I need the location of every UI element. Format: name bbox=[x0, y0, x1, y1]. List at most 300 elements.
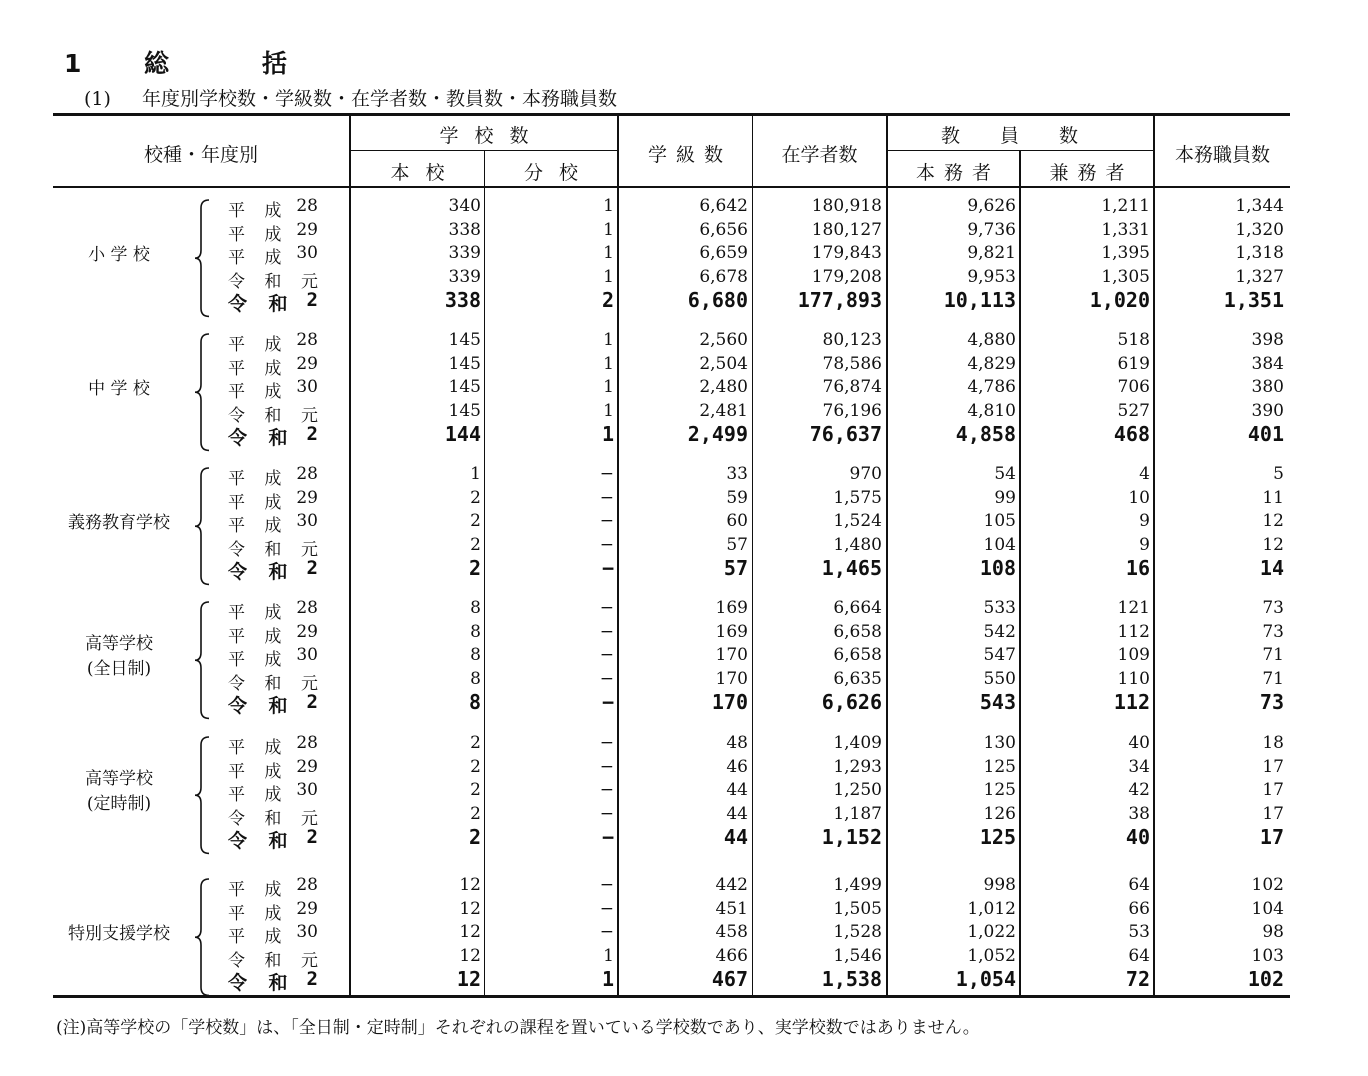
cell-part-time: 1,211 bbox=[1101, 196, 1150, 216]
cell-part-time: 34 bbox=[1128, 756, 1150, 777]
cell-main-school: 145 bbox=[448, 400, 481, 421]
cell-main-school: 12 bbox=[459, 922, 481, 943]
cell-branch-school: − bbox=[601, 556, 614, 581]
cell-classes: 60 bbox=[726, 511, 748, 532]
cell-classes: 44 bbox=[726, 780, 748, 801]
cell-students: 6,626 bbox=[821, 690, 882, 715]
cell-full-time: 125 bbox=[983, 756, 1016, 777]
header-staff: 本務職員数 bbox=[1174, 144, 1270, 166]
era-year: 30 bbox=[296, 645, 318, 666]
cell-staff: 17 bbox=[1262, 803, 1284, 824]
cell-students: 1,480 bbox=[833, 534, 882, 555]
cell-classes: 2,499 bbox=[687, 422, 748, 447]
cell-full-time: 130 bbox=[983, 733, 1016, 753]
subsection-text: 年度別学校数・学級数・在学者数・教員数・本務職員数 bbox=[142, 88, 618, 110]
cell-full-time: 542 bbox=[983, 621, 1016, 642]
brace-icon bbox=[193, 735, 215, 855]
cell-full-time: 1,054 bbox=[955, 967, 1016, 992]
cell-branch-school: − bbox=[599, 487, 614, 508]
col-divider-parttime bbox=[1019, 150, 1021, 996]
era-year: 30 bbox=[296, 922, 318, 943]
brace-icon bbox=[193, 877, 215, 997]
era-name: 平 成 bbox=[228, 903, 289, 924]
cell-students: 76,196 bbox=[822, 400, 882, 421]
col-divider-branch bbox=[484, 150, 485, 996]
cell-branch-school: 1 bbox=[603, 330, 614, 350]
cell-classes: 458 bbox=[715, 922, 748, 943]
cell-students: 76,874 bbox=[822, 377, 882, 398]
cell-classes: 57 bbox=[723, 556, 748, 581]
cell-branch-school: − bbox=[599, 875, 614, 895]
cell-classes: 170 bbox=[711, 690, 748, 715]
era-name: 令 和 bbox=[228, 539, 289, 560]
header-category: 校種・年度別 bbox=[143, 144, 258, 166]
cell-staff: 1,344 bbox=[1235, 196, 1284, 216]
cell-classes: 46 bbox=[726, 756, 748, 777]
era-name: 平 成 bbox=[228, 603, 289, 623]
era-year: 29 bbox=[296, 219, 318, 240]
cell-full-time: 4,829 bbox=[967, 353, 1016, 374]
cell-classes: 44 bbox=[723, 825, 748, 850]
era-year: 30 bbox=[296, 780, 318, 801]
era-name: 平 成 bbox=[228, 927, 289, 948]
cell-students: 970 bbox=[849, 464, 882, 484]
cell-branch-school: − bbox=[599, 898, 614, 919]
cell-branch-school: 2 bbox=[601, 288, 614, 313]
cell-part-time: 38 bbox=[1128, 803, 1150, 824]
table-bottom-rule bbox=[53, 995, 1290, 998]
group-label-line: 義務教育学校 bbox=[68, 512, 170, 533]
cell-main-school: 340 bbox=[448, 196, 481, 216]
cell-full-time: 547 bbox=[983, 645, 1016, 666]
cell-full-time: 126 bbox=[983, 803, 1016, 824]
era-year: 28 bbox=[296, 598, 318, 618]
cell-part-time: 468 bbox=[1113, 422, 1150, 447]
era-name: 令 和 bbox=[228, 427, 293, 450]
cell-main-school: 8 bbox=[470, 645, 481, 666]
section-number: 1 bbox=[64, 49, 82, 78]
cell-full-time: 1,022 bbox=[967, 922, 1016, 943]
cell-part-time: 64 bbox=[1128, 945, 1150, 966]
col-divider-staff bbox=[1153, 115, 1155, 996]
table-top-rule bbox=[53, 113, 1290, 116]
cell-part-time: 112 bbox=[1117, 621, 1150, 642]
subsection-title bbox=[84, 84, 617, 111]
era-name: 令 和 bbox=[228, 673, 289, 694]
cell-students: 1,524 bbox=[833, 511, 882, 532]
cell-full-time: 104 bbox=[983, 534, 1016, 555]
era-year: 28 bbox=[296, 733, 318, 753]
cell-classes: 169 bbox=[715, 598, 748, 618]
era-name: 平 成 bbox=[228, 335, 289, 355]
cell-students: 76,637 bbox=[809, 422, 882, 447]
cell-classes: 466 bbox=[715, 945, 748, 966]
cell-classes: 169 bbox=[715, 621, 748, 642]
cell-staff: 17 bbox=[1262, 756, 1284, 777]
era-year: 29 bbox=[296, 487, 318, 508]
cell-main-school: 2 bbox=[470, 780, 481, 801]
cell-staff: 18 bbox=[1262, 733, 1284, 753]
cell-main-school: 2 bbox=[468, 825, 481, 850]
section-title-char-2: 括 bbox=[262, 49, 288, 78]
cell-main-school: 12 bbox=[459, 875, 481, 895]
era-name: 平 成 bbox=[228, 201, 289, 221]
cell-full-time: 99 bbox=[994, 487, 1016, 508]
cell-part-time: 518 bbox=[1117, 330, 1150, 350]
cell-staff: 380 bbox=[1251, 377, 1284, 398]
cell-main-school: 144 bbox=[444, 422, 481, 447]
cell-part-time: 706 bbox=[1117, 377, 1150, 398]
cell-main-school: 8 bbox=[470, 598, 481, 618]
cell-part-time: 1,331 bbox=[1101, 219, 1150, 240]
col-divider-teachers bbox=[886, 115, 888, 996]
cell-full-time: 9,626 bbox=[967, 196, 1016, 216]
cell-main-school: 2 bbox=[470, 756, 481, 777]
group-label-line: 中 学 校 bbox=[88, 378, 150, 399]
header-schools: 学校数 bbox=[439, 125, 545, 147]
cell-staff: 102 bbox=[1251, 875, 1284, 895]
cell-classes: 6,656 bbox=[699, 219, 748, 240]
cell-branch-school: − bbox=[601, 690, 614, 715]
cell-main-school: 8 bbox=[470, 621, 481, 642]
era-name: 平 成 bbox=[228, 382, 289, 403]
cell-staff: 71 bbox=[1262, 645, 1284, 666]
cell-staff: 17 bbox=[1259, 825, 1284, 850]
col-divider-category bbox=[349, 115, 351, 996]
cell-main-school: 145 bbox=[448, 377, 481, 398]
cell-classes: 2,560 bbox=[699, 330, 748, 350]
era-year: 2 bbox=[306, 289, 318, 312]
cell-students: 1,575 bbox=[833, 487, 882, 508]
cell-full-time: 9,821 bbox=[967, 243, 1016, 264]
header-students: 在学者数 bbox=[781, 144, 858, 166]
cell-staff: 12 bbox=[1262, 534, 1284, 555]
cell-main-school: 2 bbox=[470, 803, 481, 824]
cell-classes: 442 bbox=[715, 875, 748, 895]
group-label bbox=[56, 767, 182, 817]
era-year: 元 bbox=[301, 808, 318, 829]
era-year: 29 bbox=[296, 621, 318, 642]
cell-full-time: 998 bbox=[983, 875, 1016, 895]
cell-classes: 170 bbox=[715, 645, 748, 666]
cell-part-time: 64 bbox=[1128, 875, 1150, 895]
cell-classes: 57 bbox=[726, 534, 748, 555]
era-name: 平 成 bbox=[228, 761, 289, 782]
group-label bbox=[56, 632, 182, 682]
cell-part-time: 66 bbox=[1128, 898, 1150, 919]
cell-full-time: 105 bbox=[983, 511, 1016, 532]
cell-branch-school: − bbox=[599, 534, 614, 555]
cell-full-time: 4,858 bbox=[955, 422, 1016, 447]
cell-main-school: 12 bbox=[459, 898, 481, 919]
era-name: 平 成 bbox=[228, 626, 289, 647]
cell-branch-school: 1 bbox=[603, 219, 614, 240]
footnote: (注)高等学校の「学校数」は、「全日制・定時制」それぞれの課程を置いている学校数であり、実学校数ではありません。 bbox=[56, 1018, 980, 1038]
cell-classes: 48 bbox=[726, 733, 748, 753]
era-name: 平 成 bbox=[228, 248, 289, 269]
cell-part-time: 121 bbox=[1117, 598, 1150, 618]
cell-branch-school: 1 bbox=[601, 422, 614, 447]
cell-full-time: 125 bbox=[979, 825, 1016, 850]
cell-main-school: 12 bbox=[459, 945, 481, 966]
cell-branch-school: 1 bbox=[603, 400, 614, 421]
cell-classes: 6,659 bbox=[699, 243, 748, 264]
era-year: 28 bbox=[296, 464, 318, 484]
era-name: 令 和 bbox=[228, 950, 289, 971]
cell-classes: 59 bbox=[726, 487, 748, 508]
cell-part-time: 4 bbox=[1139, 464, 1150, 484]
era-year: 30 bbox=[296, 511, 318, 532]
section-title-char-1: 総 bbox=[144, 49, 170, 78]
cell-classes: 6,642 bbox=[699, 196, 748, 216]
cell-branch-school: − bbox=[599, 668, 614, 689]
cell-main-school: 145 bbox=[448, 330, 481, 350]
cell-branch-school: 1 bbox=[603, 945, 614, 966]
cell-branch-school: 1 bbox=[603, 266, 614, 287]
cell-classes: 44 bbox=[726, 803, 748, 824]
cell-main-school: 145 bbox=[448, 353, 481, 374]
cell-staff: 5 bbox=[1273, 464, 1284, 484]
cell-main-school: 2 bbox=[470, 487, 481, 508]
era-name: 平 成 bbox=[228, 650, 289, 671]
cell-branch-school: − bbox=[601, 825, 614, 850]
era-year: 28 bbox=[296, 875, 318, 895]
group-label bbox=[56, 243, 182, 268]
era-year: 29 bbox=[296, 353, 318, 374]
era-year: 元 bbox=[301, 950, 318, 971]
group-label-line: (全日制) bbox=[86, 659, 152, 680]
cell-students: 180,918 bbox=[811, 196, 882, 216]
cell-branch-school: − bbox=[599, 511, 614, 532]
era-year: 元 bbox=[301, 271, 318, 292]
cell-branch-school: − bbox=[599, 803, 614, 824]
era-name: 平 成 bbox=[228, 224, 289, 245]
cell-students: 1,528 bbox=[833, 922, 882, 943]
cell-part-time: 16 bbox=[1125, 556, 1150, 581]
cell-staff: 102 bbox=[1247, 967, 1284, 992]
era-name: 令 和 bbox=[228, 271, 289, 292]
cell-staff: 398 bbox=[1251, 330, 1284, 350]
cell-full-time: 125 bbox=[983, 780, 1016, 801]
cell-part-time: 619 bbox=[1117, 353, 1150, 374]
cell-main-school: 12 bbox=[456, 967, 481, 992]
era-name: 平 成 bbox=[228, 738, 289, 758]
header-classes: 学級数 bbox=[647, 144, 732, 166]
cell-main-school: 8 bbox=[470, 668, 481, 689]
cell-students: 1,409 bbox=[833, 733, 882, 753]
col-divider-classes bbox=[617, 115, 619, 996]
cell-staff: 384 bbox=[1251, 353, 1284, 374]
cell-full-time: 9,736 bbox=[967, 219, 1016, 240]
cell-full-time: 4,786 bbox=[967, 377, 1016, 398]
cell-classes: 33 bbox=[726, 464, 748, 484]
cell-staff: 11 bbox=[1262, 487, 1284, 508]
group-label-line: 高等学校 bbox=[85, 634, 153, 655]
cell-classes: 2,481 bbox=[699, 400, 748, 421]
brace-icon bbox=[193, 332, 215, 452]
cell-students: 78,586 bbox=[822, 353, 882, 374]
cell-branch-school: − bbox=[599, 598, 614, 618]
cell-staff: 103 bbox=[1251, 945, 1284, 966]
brace-icon bbox=[193, 466, 215, 586]
cell-students: 1,250 bbox=[833, 780, 882, 801]
cell-students: 177,893 bbox=[797, 288, 882, 313]
cell-staff: 1,327 bbox=[1235, 266, 1284, 287]
era-name: 令 和 bbox=[228, 405, 289, 426]
header-main-school: 本校 bbox=[390, 162, 461, 184]
era-year: 29 bbox=[296, 898, 318, 919]
cell-main-school: 338 bbox=[444, 288, 481, 313]
cell-full-time: 10,113 bbox=[943, 288, 1016, 313]
era-year: 29 bbox=[296, 756, 318, 777]
cell-staff: 1,318 bbox=[1235, 243, 1284, 264]
cell-staff: 17 bbox=[1262, 780, 1284, 801]
cell-full-time: 543 bbox=[979, 690, 1016, 715]
group-label-line: 高等学校 bbox=[85, 769, 153, 790]
cell-part-time: 10 bbox=[1128, 487, 1150, 508]
cell-branch-school: 1 bbox=[601, 967, 614, 992]
cell-staff: 104 bbox=[1251, 898, 1284, 919]
cell-classes: 2,480 bbox=[699, 377, 748, 398]
era-year: 2 bbox=[306, 691, 318, 714]
era-name: 令 和 bbox=[228, 695, 293, 718]
era-name: 平 成 bbox=[228, 785, 289, 806]
cell-branch-school: − bbox=[599, 756, 614, 777]
brace-icon bbox=[193, 198, 215, 318]
cell-main-school: 2 bbox=[470, 534, 481, 555]
cell-classes: 451 bbox=[715, 898, 748, 919]
header-part-time: 兼務者 bbox=[1049, 162, 1134, 184]
cell-part-time: 40 bbox=[1125, 825, 1150, 850]
cell-full-time: 54 bbox=[994, 464, 1016, 484]
col-divider-students bbox=[752, 115, 753, 996]
cell-students: 6,658 bbox=[833, 621, 882, 642]
cell-staff: 98 bbox=[1262, 922, 1284, 943]
era-year: 2 bbox=[306, 826, 318, 849]
cell-full-time: 533 bbox=[983, 598, 1016, 618]
era-year: 28 bbox=[296, 196, 318, 216]
header-branch-school: 分校 bbox=[523, 162, 594, 184]
era-name: 令 和 bbox=[228, 808, 289, 829]
group-label bbox=[56, 922, 182, 947]
cell-classes: 170 bbox=[715, 668, 748, 689]
header-full-time: 本務者 bbox=[915, 162, 1000, 184]
cell-branch-school: 1 bbox=[603, 196, 614, 216]
era-year: 元 bbox=[301, 405, 318, 426]
cell-students: 6,658 bbox=[833, 645, 882, 666]
cell-branch-school: − bbox=[599, 733, 614, 753]
subsection-number: (1) bbox=[84, 88, 111, 110]
era-name: 平 成 bbox=[228, 880, 289, 900]
group-label-line: (定時制) bbox=[86, 794, 152, 815]
cell-staff: 1,320 bbox=[1235, 219, 1284, 240]
era-name: 平 成 bbox=[228, 492, 289, 513]
era-year: 2 bbox=[306, 968, 318, 991]
cell-full-time: 9,953 bbox=[967, 266, 1016, 287]
cell-main-school: 1 bbox=[470, 464, 481, 484]
era-year: 元 bbox=[301, 539, 318, 560]
cell-part-time: 1,395 bbox=[1101, 243, 1150, 264]
brace-icon bbox=[193, 600, 215, 720]
cell-students: 179,208 bbox=[811, 266, 882, 287]
cell-branch-school: 1 bbox=[603, 243, 614, 264]
cell-branch-school: − bbox=[599, 780, 614, 801]
cell-full-time: 550 bbox=[983, 668, 1016, 689]
era-name: 令 和 bbox=[228, 830, 293, 853]
group-label-line: 特別支援学校 bbox=[68, 923, 170, 944]
cell-main-school: 338 bbox=[448, 219, 481, 240]
cell-students: 1,152 bbox=[821, 825, 882, 850]
era-name: 平 成 bbox=[228, 358, 289, 379]
cell-staff: 14 bbox=[1259, 556, 1284, 581]
cell-part-time: 1,020 bbox=[1089, 288, 1150, 313]
cell-main-school: 2 bbox=[468, 556, 481, 581]
cell-classes: 6,678 bbox=[699, 266, 748, 287]
cell-staff: 390 bbox=[1251, 400, 1284, 421]
cell-branch-school: − bbox=[599, 464, 614, 484]
cell-students: 1,505 bbox=[833, 898, 882, 919]
cell-students: 1,465 bbox=[821, 556, 882, 581]
cell-main-school: 2 bbox=[470, 511, 481, 532]
cell-full-time: 4,880 bbox=[967, 330, 1016, 350]
cell-part-time: 9 bbox=[1139, 534, 1150, 555]
cell-part-time: 110 bbox=[1117, 668, 1150, 689]
cell-part-time: 109 bbox=[1117, 645, 1150, 666]
cell-branch-school: 1 bbox=[603, 353, 614, 374]
cell-students: 179,843 bbox=[811, 243, 882, 264]
cell-staff: 401 bbox=[1247, 422, 1284, 447]
cell-staff: 12 bbox=[1262, 511, 1284, 532]
cell-full-time: 1,012 bbox=[967, 898, 1016, 919]
cell-part-time: 9 bbox=[1139, 511, 1150, 532]
group-label-line: 小 学 校 bbox=[88, 244, 150, 265]
cell-main-school: 339 bbox=[448, 243, 481, 264]
cell-branch-school: − bbox=[599, 621, 614, 642]
cell-main-school: 2 bbox=[470, 733, 481, 753]
header-teachers: 教員数 bbox=[940, 125, 1118, 147]
cell-students: 1,538 bbox=[821, 967, 882, 992]
cell-classes: 6,680 bbox=[687, 288, 748, 313]
era-year: 30 bbox=[296, 377, 318, 398]
section-title bbox=[64, 44, 287, 80]
cell-students: 1,546 bbox=[833, 945, 882, 966]
era-year: 元 bbox=[301, 673, 318, 694]
cell-students: 1,187 bbox=[833, 803, 882, 824]
cell-part-time: 1,305 bbox=[1101, 266, 1150, 287]
cell-part-time: 53 bbox=[1128, 922, 1150, 943]
cell-students: 1,293 bbox=[833, 756, 882, 777]
cell-part-time: 40 bbox=[1128, 733, 1150, 753]
cell-part-time: 112 bbox=[1113, 690, 1150, 715]
cell-staff: 73 bbox=[1262, 598, 1284, 618]
cell-full-time: 108 bbox=[979, 556, 1016, 581]
cell-part-time: 527 bbox=[1117, 400, 1150, 421]
era-name: 令 和 bbox=[228, 293, 293, 316]
era-year: 2 bbox=[306, 423, 318, 446]
cell-main-school: 339 bbox=[448, 266, 481, 287]
era-year: 2 bbox=[306, 557, 318, 580]
cell-staff: 73 bbox=[1259, 690, 1284, 715]
era-name: 平 成 bbox=[228, 469, 289, 489]
cell-branch-school: − bbox=[599, 645, 614, 666]
era-year: 30 bbox=[296, 243, 318, 264]
cell-part-time: 42 bbox=[1128, 780, 1150, 801]
cell-staff: 1,351 bbox=[1223, 288, 1284, 313]
cell-full-time: 4,810 bbox=[967, 400, 1016, 421]
cell-branch-school: 1 bbox=[603, 377, 614, 398]
group-label bbox=[56, 511, 182, 536]
cell-part-time: 72 bbox=[1125, 967, 1150, 992]
